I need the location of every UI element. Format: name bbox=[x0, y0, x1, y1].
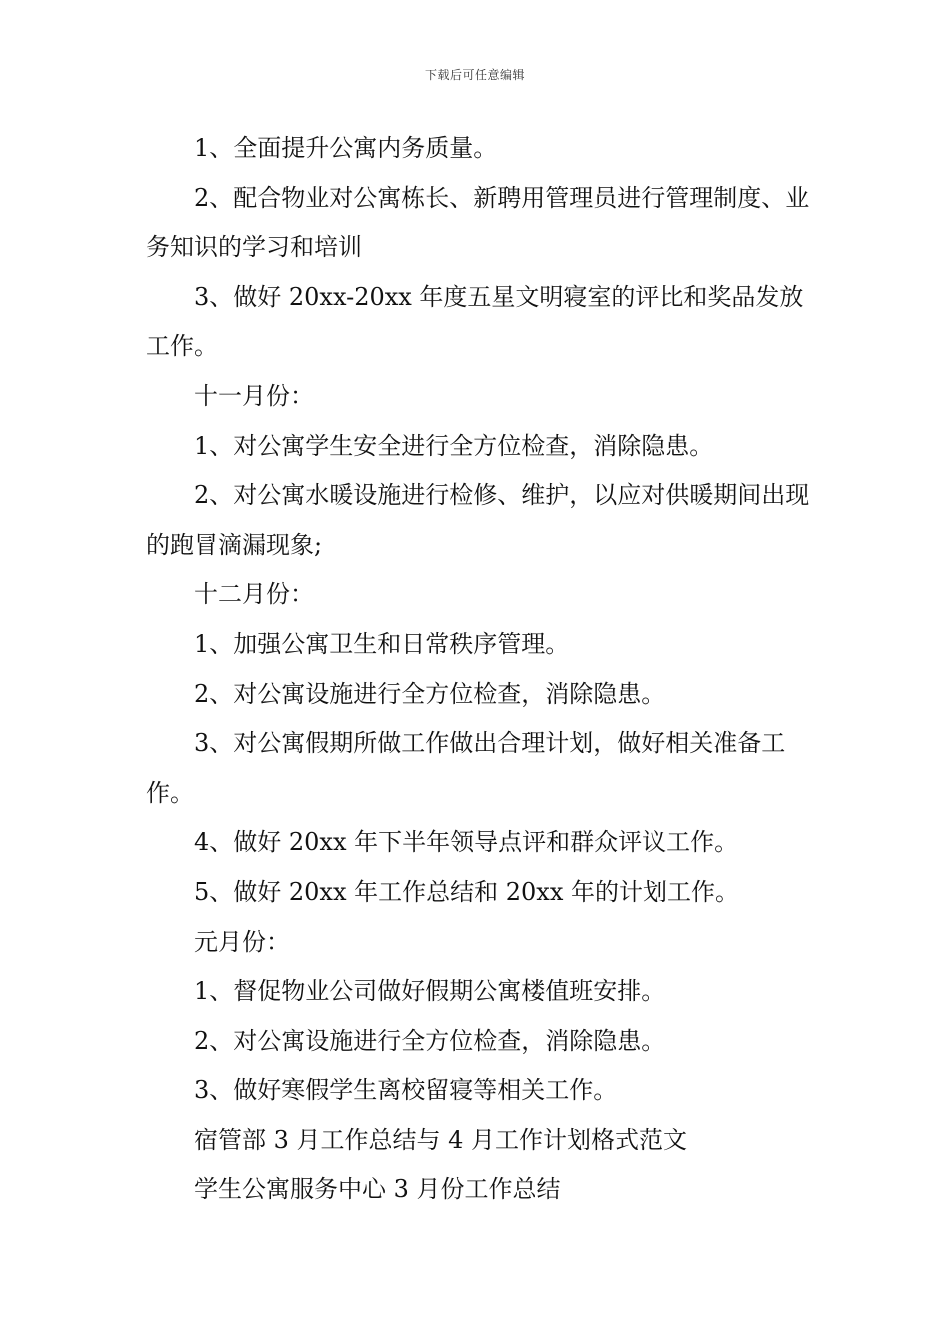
paragraph-10: 3、对公寓假期所做工作做出合理计划，做好相关准备工作。 bbox=[146, 729, 786, 807]
paragraph-2: 2、配合物业对公寓栋长、新聘用管理员进行管理制度、业务知识的学习和培训 bbox=[146, 183, 810, 262]
paragraph-8: 1、加强公寓卫生和日常秩序管理。 bbox=[194, 629, 570, 658]
paragraph-5: 1、对公寓学生安全进行全方位检查，消除隐患。 bbox=[194, 431, 714, 460]
section-heading-december: 十二月份： bbox=[194, 580, 314, 609]
section-heading-january: 元月份： bbox=[194, 927, 290, 956]
paragraph-6: 2、对公寓水暖设施进行检修、维护，以应对供暖期间出现的跑冒滴漏现象; bbox=[146, 481, 810, 559]
section-heading-november: 十一月份： bbox=[194, 381, 314, 410]
paragraph-3: 3、做好 20xx-20xx 年度五星文明寝室的评比和奖品发放工作。 bbox=[146, 282, 804, 361]
paragraph-11: 4、做好 20xx 年下半年领导点评和群众评议工作。 bbox=[194, 828, 739, 857]
paragraph-1: 1、全面提升公寓内务质量。 bbox=[194, 134, 498, 162]
document-title-line: 宿管部 3 月工作总结与 4 月工作计划格式范文 bbox=[194, 1125, 688, 1154]
document-body bbox=[146, 124, 818, 1215]
paragraph-16: 3、做好寒假学生离校留寝等相关工作。 bbox=[194, 1076, 618, 1105]
paragraph-12: 5、做好 20xx 年工作总结和 20xx 年的计划工作。 bbox=[194, 877, 740, 906]
paragraph-15: 2、对公寓设施进行全方位检查，消除隐患。 bbox=[194, 1026, 666, 1055]
paragraph-9: 2、对公寓设施进行全方位检查，消除隐患。 bbox=[194, 679, 666, 708]
paragraph-14: 1、督促物业公司做好假期公寓楼值班安排。 bbox=[194, 977, 666, 1006]
document-subtitle-line: 学生公寓服务中心 3 月份工作总结 bbox=[194, 1175, 561, 1204]
page-header: 下载后可任意编辑 bbox=[424, 68, 525, 82]
